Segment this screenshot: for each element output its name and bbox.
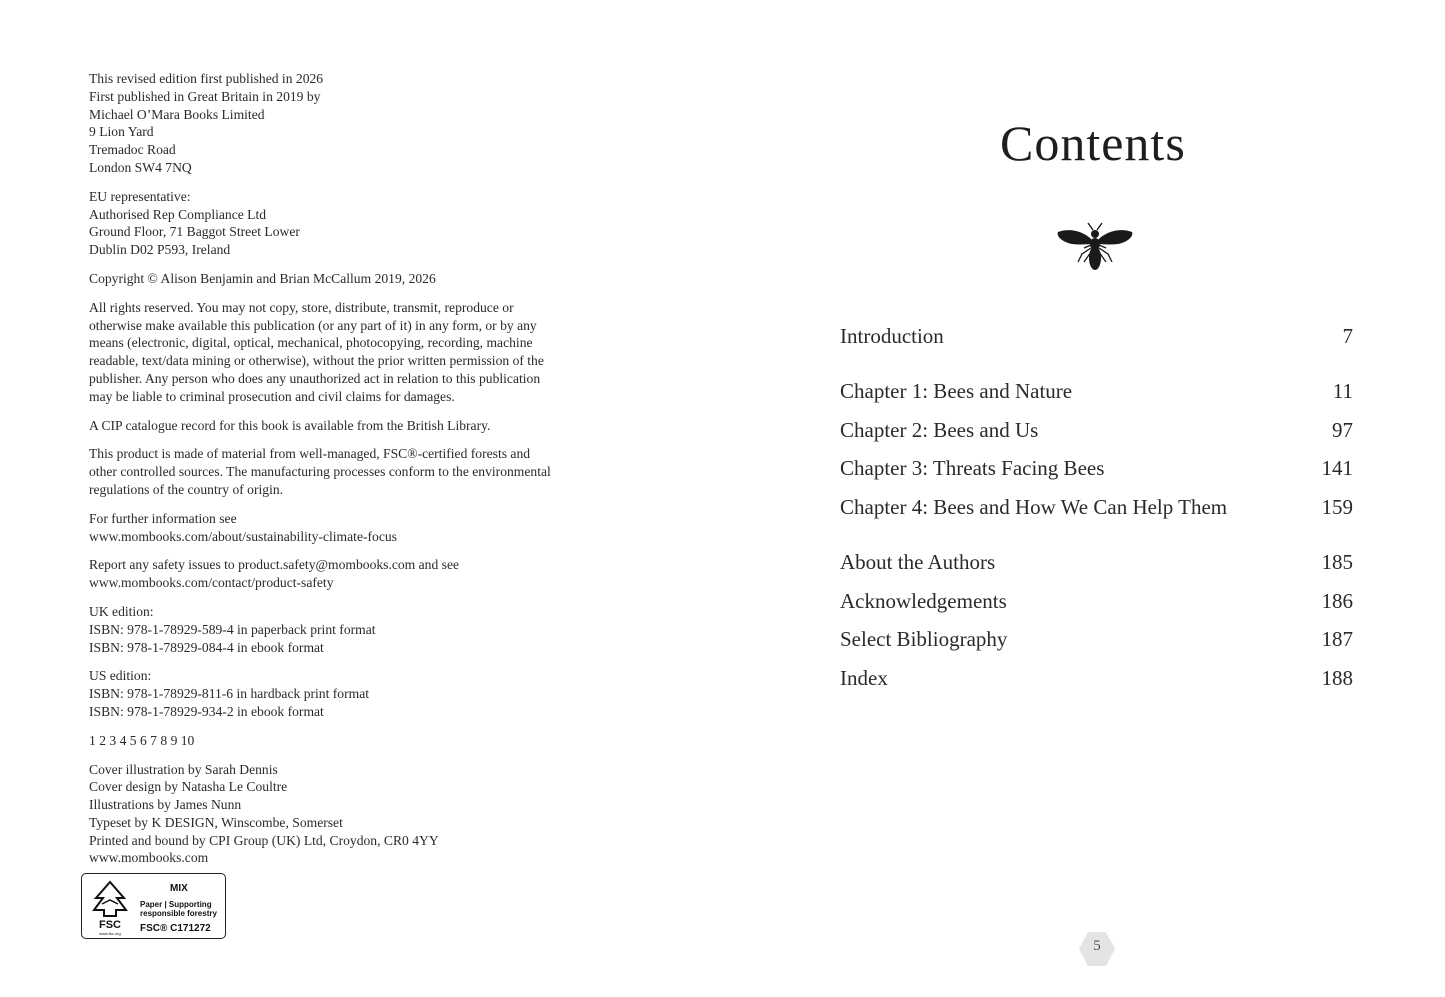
page-number: 5: [1093, 938, 1101, 954]
cip-line: [89, 417, 629, 435]
imprint-line: A CIP catalogue record for this book is available from the British Library.: [89, 417, 491, 433]
imprint-line: may be liable to criminal prosecution and civil claims for damages.: [89, 388, 455, 404]
toc-entry-page: 97: [1332, 418, 1353, 442]
fsc-license-code: FSC® C171272: [140, 923, 211, 934]
safety-block: [89, 556, 629, 592]
toc-entry-page: 188: [1321, 666, 1353, 690]
imprint-line: US edition:: [89, 668, 152, 684]
toc-entry-label: Acknowledgements: [840, 589, 1007, 613]
toc-entry-page: 159: [1321, 495, 1353, 519]
imprint-line: www.mombooks.com: [89, 850, 209, 866]
imprint-line: Printed and bound by CPI Group (UK) Ltd, Croydon, CR0 4YY: [89, 832, 439, 848]
imprint-line: Cover illustration by Sarah Dennis: [89, 761, 278, 777]
toc-entry-label: Index: [840, 666, 888, 690]
print-line: [89, 732, 629, 750]
toc-entry-label: Chapter 4: Bees and How We Can Help Them: [840, 495, 1228, 519]
toc-entry[interactable]: [840, 324, 1353, 352]
fsc-description: [140, 900, 224, 918]
imprint-line: ISBN: 978-1-78929-811-6 in hardback print format: [89, 686, 369, 702]
toc-entry[interactable]: [840, 627, 1353, 655]
uk-edition-block: [89, 603, 629, 656]
toc-entry-page: 11: [1332, 379, 1353, 403]
imprint-line: ISBN: 978-1-78929-934-2 in ebook format: [89, 703, 324, 719]
toc-entry-label: Chapter 2: Bees and Us: [840, 418, 1039, 442]
imprint-line: Cover design by Natasha Le Coultre: [89, 779, 288, 795]
imprint-line: means (electronic, digital, optical, mechanical, photocopying, recording, machine: [89, 335, 533, 351]
toc-entry[interactable]: [840, 495, 1353, 523]
fsc-mark: FSC: [99, 919, 121, 931]
copyright-line: [89, 270, 629, 288]
fsc-logo: [81, 873, 226, 939]
imprint-line: London SW4 7NQ: [89, 159, 192, 175]
imprint-line: Ground Floor, 71 Baggot Street Lower: [89, 224, 300, 240]
imprint-line: All rights reserved. You may not copy, store, distribute, transmit, reproduce or: [89, 299, 514, 315]
imprint-line: other controlled sources. The manufacturing processes conform to the environmental: [89, 464, 551, 480]
toc-entry-label: Select Bibliography: [840, 627, 1008, 651]
rights-block: [89, 299, 629, 406]
imprint-line: First published in Great Britain in 2019 by: [89, 88, 321, 104]
imprint-line: Tremadoc Road: [89, 142, 176, 158]
credits-block: [89, 761, 629, 868]
fsc-tree-icon: [90, 878, 130, 936]
toc-entry-label: Chapter 3: Threats Facing Bees: [840, 456, 1105, 480]
imprint-line: www.mombooks.com/contact/product-safety: [89, 575, 334, 591]
toc-entry-label: Chapter 1: Bees and Nature: [840, 379, 1073, 403]
contents-title: Contents: [1000, 115, 1186, 171]
eu-representative-block: [89, 188, 629, 259]
imprint-line: UK edition:: [89, 603, 154, 619]
toc-entry-page: 141: [1321, 456, 1353, 480]
imprint-line: ISBN: 978-1-78929-589-4 in paperback print format: [89, 621, 376, 637]
toc-entry-page: 187: [1321, 627, 1353, 651]
imprint-line: readable, text/data mining or otherwise), without the prior written permission of the: [89, 353, 544, 369]
toc-entry-page: 7: [1342, 324, 1353, 348]
toc-entry[interactable]: [840, 589, 1353, 617]
toc-entry[interactable]: [840, 550, 1353, 578]
imprint-line: Michael O’Mara Books Limited: [89, 106, 265, 122]
imprint-line: www.mombooks.com/about/sustainability-climate-focus: [89, 528, 397, 544]
imprint-line: This revised edition first published in 2026: [89, 71, 324, 86]
imprint-line: ISBN: 978-1-78929-084-4 in ebook format: [89, 639, 324, 655]
imprint-line: otherwise make available this publication (or any part of it) in any form, or by any: [89, 317, 537, 333]
toc-entry-page: 186: [1321, 589, 1353, 613]
imprint-line: EU representative:: [89, 188, 191, 204]
toc-entry-label: Introduction: [840, 324, 944, 348]
toc-entry-page: 185: [1321, 550, 1353, 574]
imprint-line: For further information see: [89, 510, 237, 526]
publisher-block: [89, 70, 629, 177]
imprint-line: Report any safety issues to product.safety@mombooks.com and see: [89, 557, 460, 573]
imprint-line: Typeset by K DESIGN, Winscombe, Somerset: [89, 814, 343, 830]
further-info-block: [89, 510, 629, 546]
imprint-line: regulations of the country of origin.: [89, 481, 284, 497]
toc-entry[interactable]: [840, 379, 1353, 407]
bee-icon: [1054, 220, 1136, 272]
toc-entry[interactable]: [840, 666, 1353, 694]
imprint-line: publisher. Any person who does any unauthorized act in relation to this publication: [89, 370, 541, 386]
imprint-line: This product is made of material from well-managed, FSC®-certified forests and: [89, 446, 531, 462]
fsc-url: www.fsc.org: [99, 931, 121, 936]
us-edition-block: [89, 667, 629, 720]
fsc-desc-line: responsible forestry: [140, 909, 217, 918]
imprint-line: Illustrations by James Nunn: [89, 797, 242, 813]
toc-entry[interactable]: [840, 418, 1353, 446]
toc-entry-label: About the Authors: [840, 550, 996, 574]
imprint-line: Authorised Rep Compliance Ltd: [89, 206, 267, 222]
fsc-desc-line: Paper | Supporting: [140, 900, 212, 909]
imprint-page: [89, 70, 629, 878]
fsc-mix-label: MIX: [170, 883, 188, 894]
imprint-line: 9 Lion Yard: [89, 124, 154, 140]
fsc-statement-block: [89, 445, 629, 498]
imprint-line: Dublin D02 P593, Ireland: [89, 242, 231, 258]
imprint-line: Copyright © Alison Benjamin and Brian McCallum 2019, 2026: [89, 270, 436, 286]
imprint-line: 1 2 3 4 5 6 7 8 9 10: [89, 732, 195, 748]
toc-entry[interactable]: [840, 456, 1353, 484]
